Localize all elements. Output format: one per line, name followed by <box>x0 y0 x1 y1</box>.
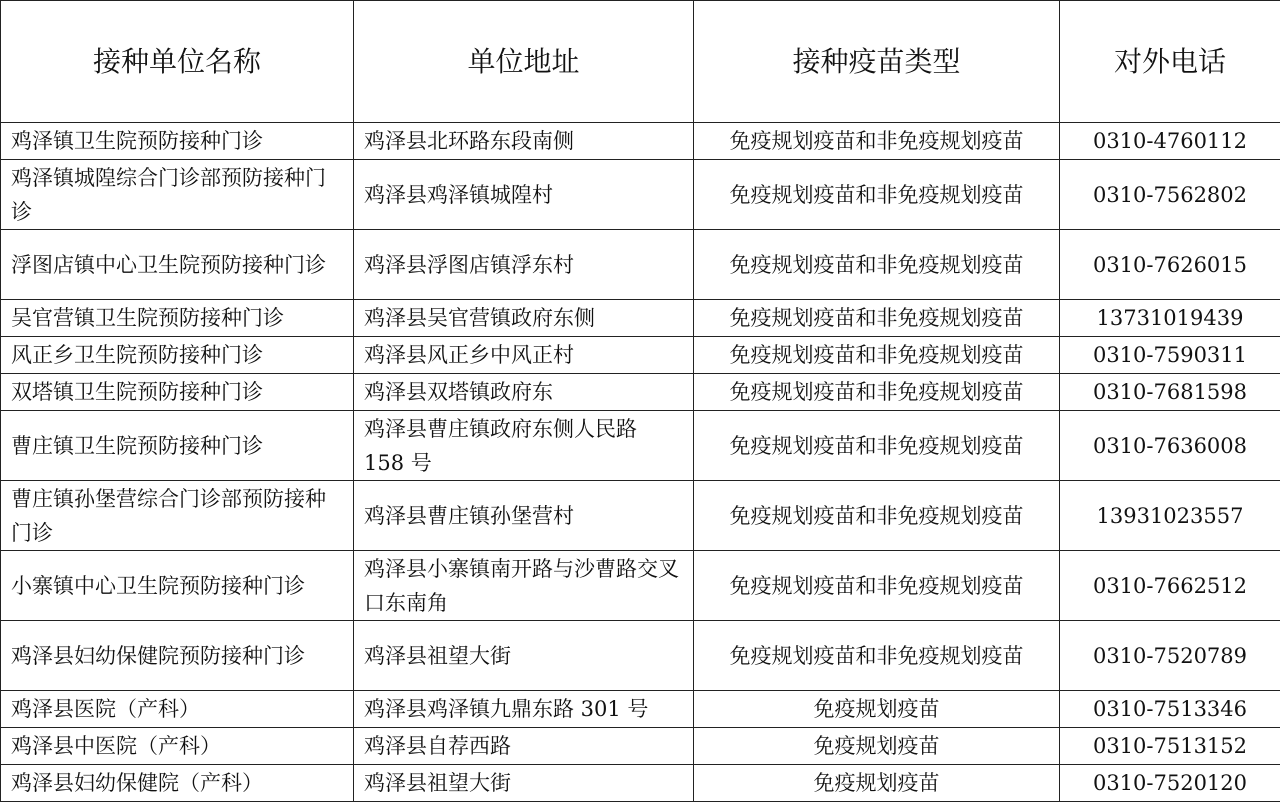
phone-cell: 0310-7681598 <box>1060 374 1280 411</box>
header-unit-name: 接种单位名称 <box>1 1 354 123</box>
table-row <box>1 160 1280 230</box>
table-row <box>1 691 1280 728</box>
address-cell: 鸡泽县鸡泽镇城隍村 <box>354 160 694 230</box>
vaccine-type-cell: 免疫规划疫苗 <box>694 765 1060 802</box>
address-cell: 鸡泽县祖望大街 <box>354 765 694 802</box>
table-row <box>1 728 1280 765</box>
address-cell: 鸡泽县曹庄镇政府东侧人民路 158 号 <box>354 411 694 481</box>
vaccine-type-cell: 免疫规划疫苗和非免疫规划疫苗 <box>694 374 1060 411</box>
table-row <box>1 551 1280 621</box>
phone-cell: 13931023557 <box>1060 481 1280 551</box>
vaccine-type-cell: 免疫规划疫苗和非免疫规划疫苗 <box>694 411 1060 481</box>
address-cell: 鸡泽县小寨镇南开路与沙曹路交叉口东南角 <box>354 551 694 621</box>
unit-name-cell: 双塔镇卫生院预防接种门诊 <box>1 374 354 411</box>
unit-name-cell: 鸡泽县妇幼保健院预防接种门诊 <box>1 621 354 691</box>
table-row <box>1 481 1280 551</box>
table-row <box>1 123 1280 160</box>
phone-cell: 0310-7562802 <box>1060 160 1280 230</box>
address-cell: 鸡泽县双塔镇政府东 <box>354 374 694 411</box>
unit-name-cell: 鸡泽县妇幼保健院（产科） <box>1 765 354 802</box>
phone-cell: 0310-7636008 <box>1060 411 1280 481</box>
vaccine-type-cell: 免疫规划疫苗和非免疫规划疫苗 <box>694 300 1060 337</box>
unit-name-cell: 浮图店镇中心卫生院预防接种门诊 <box>1 230 354 300</box>
address-cell: 鸡泽县风正乡中风正村 <box>354 337 694 374</box>
table-row <box>1 337 1280 374</box>
vaccine-type-cell: 免疫规划疫苗和非免疫规划疫苗 <box>694 551 1060 621</box>
phone-cell: 0310-7513346 <box>1060 691 1280 728</box>
vaccine-type-cell: 免疫规划疫苗和非免疫规划疫苗 <box>694 481 1060 551</box>
vaccine-type-cell: 免疫规划疫苗 <box>694 728 1060 765</box>
unit-name-cell: 鸡泽县医院（产科） <box>1 691 354 728</box>
phone-cell: 0310-7513152 <box>1060 728 1280 765</box>
table-row <box>1 765 1280 802</box>
vaccine-type-cell: 免疫规划疫苗和非免疫规划疫苗 <box>694 621 1060 691</box>
vaccine-type-cell: 免疫规划疫苗和非免疫规划疫苗 <box>694 123 1060 160</box>
header-vaccine-type: 接种疫苗类型 <box>694 1 1060 123</box>
header-address: 单位地址 <box>354 1 694 123</box>
header-phone: 对外电话 <box>1060 1 1280 123</box>
table-row <box>1 230 1280 300</box>
unit-name-cell: 风正乡卫生院预防接种门诊 <box>1 337 354 374</box>
table-row <box>1 621 1280 691</box>
address-cell: 鸡泽县吴官营镇政府东侧 <box>354 300 694 337</box>
phone-cell: 0310-7520789 <box>1060 621 1280 691</box>
table-row <box>1 374 1280 411</box>
unit-name-cell: 鸡泽镇城隍综合门诊部预防接种门诊 <box>1 160 354 230</box>
phone-cell: 0310-7662512 <box>1060 551 1280 621</box>
phone-cell: 0310-7590311 <box>1060 337 1280 374</box>
unit-name-cell: 曹庄镇孙堡营综合门诊部预防接种门诊 <box>1 481 354 551</box>
vaccine-type-cell: 免疫规划疫苗和非免疫规划疫苗 <box>694 337 1060 374</box>
address-cell: 鸡泽县曹庄镇孙堡营村 <box>354 481 694 551</box>
table-row <box>1 300 1280 337</box>
unit-name-cell: 吴官营镇卫生院预防接种门诊 <box>1 300 354 337</box>
phone-cell: 0310-7626015 <box>1060 230 1280 300</box>
unit-name-cell: 鸡泽县中医院（产科） <box>1 728 354 765</box>
address-cell: 鸡泽县北环路东段南侧 <box>354 123 694 160</box>
table-header-row <box>1 1 1280 123</box>
vaccine-type-cell: 免疫规划疫苗和非免疫规划疫苗 <box>694 230 1060 300</box>
phone-cell: 13731019439 <box>1060 300 1280 337</box>
address-cell: 鸡泽县自荐西路 <box>354 728 694 765</box>
unit-name-cell: 鸡泽镇卫生院预防接种门诊 <box>1 123 354 160</box>
unit-name-cell: 曹庄镇卫生院预防接种门诊 <box>1 411 354 481</box>
unit-name-cell: 小寨镇中心卫生院预防接种门诊 <box>1 551 354 621</box>
vaccine-type-cell: 免疫规划疫苗 <box>694 691 1060 728</box>
table-row <box>1 411 1280 481</box>
phone-cell: 0310-7520120 <box>1060 765 1280 802</box>
address-cell: 鸡泽县浮图店镇浮东村 <box>354 230 694 300</box>
vaccine-type-cell: 免疫规划疫苗和非免疫规划疫苗 <box>694 160 1060 230</box>
address-cell: 鸡泽县祖望大街 <box>354 621 694 691</box>
phone-cell: 0310-4760112 <box>1060 123 1280 160</box>
address-cell: 鸡泽县鸡泽镇九鼎东路 301 号 <box>354 691 694 728</box>
